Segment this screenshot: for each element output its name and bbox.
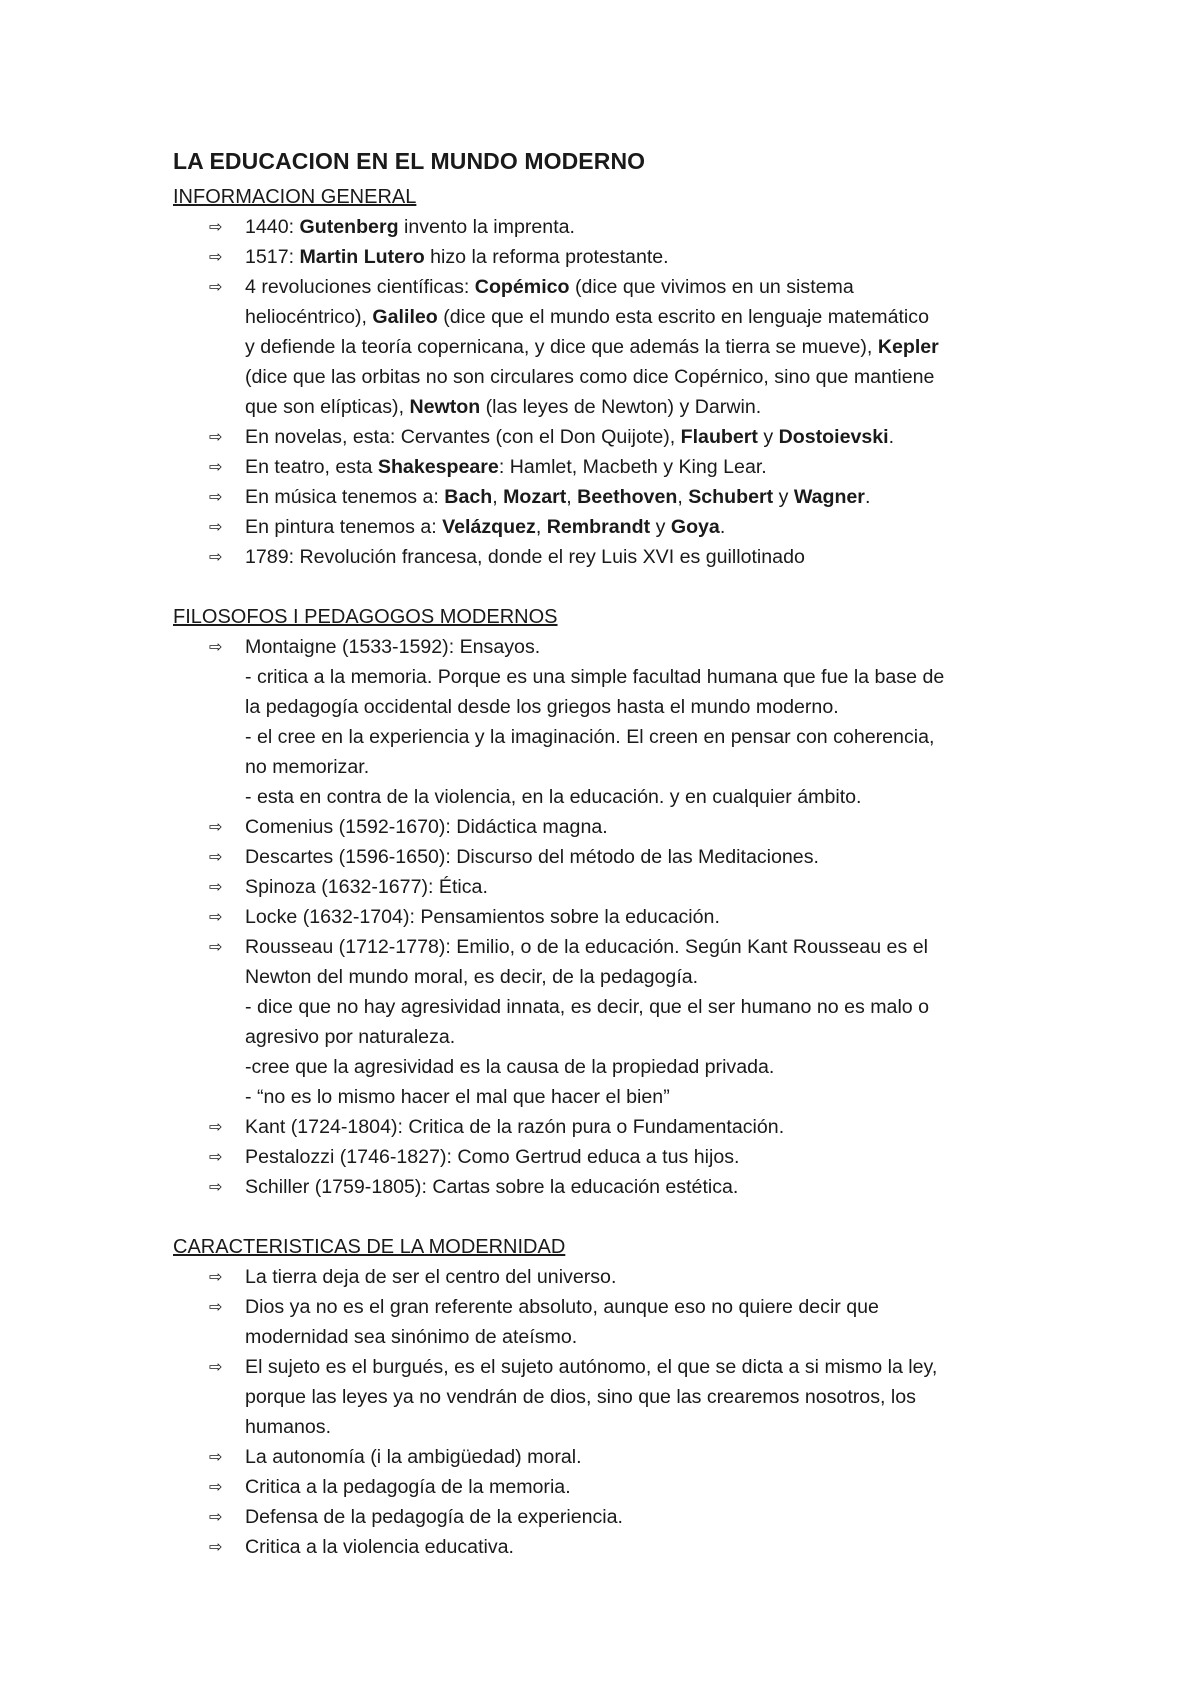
text-segment: Schiller (1759-1805): Cartas sobre la educación estética. — [245, 1176, 739, 1198]
text-line — [245, 242, 1053, 272]
text-line — [245, 1322, 1053, 1352]
text-segment: y — [650, 516, 671, 538]
bold-name: Flaubert — [680, 426, 758, 448]
bold-name: Velázquez — [442, 516, 536, 538]
text-line — [245, 692, 1053, 722]
sections-container — [173, 182, 1053, 1562]
text-segment: Montaigne (1533-1592): Ensayos. — [245, 636, 541, 658]
text-segment: La tierra deja de ser el centro del universo. — [245, 1266, 617, 1288]
text-line — [245, 1292, 1053, 1322]
text-line — [245, 872, 1053, 902]
text-line — [245, 1022, 1053, 1052]
list-item — [173, 1142, 1053, 1172]
text-line — [245, 1532, 1053, 1562]
text-segment: La autonomía (i la ambigüedad) moral. — [245, 1446, 582, 1468]
bold-name: Martin Lutero — [299, 246, 425, 268]
text-segment: 1517: — [245, 246, 300, 268]
arrow-right-icon: ⇨ — [209, 847, 223, 866]
text-segment: . — [888, 426, 895, 448]
text-segment: - dice que no hay agresividad innata, es decir, que el ser humano no es malo o — [245, 996, 930, 1018]
arrow-right-icon: ⇨ — [209, 1477, 223, 1496]
text-segment: Kant (1724-1804): Critica de la razón pura o Fundamentación. — [245, 1116, 785, 1138]
text-segment: y — [757, 426, 779, 448]
text-segment: - critica a la memoria. Porque es una simple facultad humana que fue la base de — [245, 666, 945, 688]
text-line — [245, 1172, 1053, 1202]
section-3 — [173, 1232, 1053, 1562]
arrow-right-icon: ⇨ — [209, 937, 223, 956]
list-item — [173, 272, 1053, 422]
section-1 — [173, 182, 1053, 572]
text-line — [245, 992, 1053, 1022]
text-line — [245, 1502, 1053, 1532]
list-item — [173, 932, 1053, 1112]
arrow-right-icon: ⇨ — [209, 427, 223, 446]
arrow-right-icon: ⇨ — [209, 1537, 223, 1556]
list-item — [173, 1502, 1053, 1532]
bold-name: Shakespeare — [377, 456, 499, 478]
arrow-right-icon: ⇨ — [209, 457, 223, 476]
arrow-right-icon: ⇨ — [209, 1147, 223, 1166]
text-line — [245, 662, 1053, 692]
arrow-right-icon: ⇨ — [209, 247, 223, 266]
list-item — [173, 842, 1053, 872]
list-item — [173, 512, 1053, 542]
text-segment: -cree que la agresividad es la causa de la propiedad privada. — [245, 1056, 775, 1078]
list-item — [173, 632, 1053, 812]
list-item — [173, 1172, 1053, 1202]
text-segment: . — [864, 486, 871, 508]
bullet-list — [173, 212, 1053, 572]
text-line — [245, 632, 1053, 662]
arrow-right-icon: ⇨ — [209, 817, 223, 836]
text-segment: (dice que las orbitas no son circulares como dice Copérnico, sino que mantiene — [245, 366, 935, 388]
text-segment: - esta en contra de la violencia, en la educación. y en cualquier ámbito. — [245, 786, 862, 808]
bold-name: Gutenberg — [299, 216, 399, 238]
text-segment: , — [677, 486, 689, 508]
list-item — [173, 212, 1053, 242]
text-segment: agresivo por naturaleza. — [245, 1026, 456, 1048]
text-segment: Defensa de la pedagogía de la experiencia. — [245, 1506, 624, 1528]
text-line — [245, 1082, 1053, 1112]
bold-name: Newton — [409, 396, 481, 418]
text-segment: porque las leyes ya no vendrán de dios, sino que las crearemos nosotros, los — [245, 1386, 916, 1408]
text-segment: : Hamlet, Macbeth y King Lear. — [498, 456, 767, 478]
bold-name: Goya — [670, 516, 720, 538]
document-content — [173, 146, 1053, 1562]
bold-name: Rembrandt — [546, 516, 651, 538]
text-segment: (dice que vivimos en un sistema — [569, 276, 854, 298]
text-segment: En novelas, esta: Cervantes (con el Don Quijote), — [245, 426, 681, 448]
text-segment: . — [719, 516, 726, 538]
text-segment: y — [773, 486, 794, 508]
text-segment: 1789: Revolución francesa, donde el rey Luis XVI es guillotinado — [245, 546, 805, 568]
bold-name: Copémico — [474, 276, 570, 298]
text-segment: Critica a la pedagogía de la memoria. — [245, 1476, 571, 1498]
list-item — [173, 242, 1053, 272]
text-segment: 1440: — [245, 216, 300, 238]
text-segment: Comenius (1592-1670): Didáctica magna. — [245, 816, 608, 838]
text-line — [245, 392, 1053, 422]
arrow-right-icon: ⇨ — [209, 1447, 223, 1466]
arrow-right-icon: ⇨ — [209, 1357, 223, 1376]
text-line — [245, 332, 1053, 362]
section-heading: INFORMACION GENERAL — [173, 186, 417, 208]
text-line — [245, 1382, 1053, 1412]
text-segment: (las leyes de Newton) y Darwin. — [480, 396, 762, 418]
text-segment: Pestalozzi (1746-1827): Como Gertrud educa a tus hijos. — [245, 1146, 740, 1168]
list-item — [173, 452, 1053, 482]
text-line — [245, 842, 1053, 872]
text-segment: no memorizar. — [245, 756, 370, 778]
text-segment: Critica a la violencia educativa. — [245, 1536, 515, 1558]
text-segment: - el cree en la experiencia y la imaginación. El creen en pensar con coherencia, — [245, 726, 935, 748]
arrow-right-icon: ⇨ — [209, 277, 223, 296]
text-line — [245, 1112, 1053, 1142]
bold-name: Bach — [444, 486, 493, 508]
arrow-right-icon: ⇨ — [209, 547, 223, 566]
text-line — [245, 1352, 1053, 1382]
text-line — [245, 1442, 1053, 1472]
bold-name: Beethoven — [577, 486, 678, 508]
text-line — [245, 962, 1053, 992]
list-item — [173, 902, 1053, 932]
bold-name: Dostoievski — [778, 426, 889, 448]
arrow-right-icon: ⇨ — [209, 1117, 223, 1136]
text-segment: Rousseau (1712-1778): Emilio, o de la educación. Según Kant Rousseau es el — [245, 936, 928, 958]
bullet-list — [173, 632, 1053, 1202]
text-segment: que son elípticas), — [245, 396, 410, 418]
bullet-list — [173, 1262, 1053, 1562]
bold-name: Wagner — [793, 486, 865, 508]
text-line — [245, 812, 1053, 842]
arrow-right-icon: ⇨ — [209, 1177, 223, 1196]
text-segment: En teatro, esta — [245, 456, 378, 478]
arrow-right-icon: ⇨ — [209, 1507, 223, 1526]
text-line — [245, 1052, 1053, 1082]
text-line — [245, 902, 1053, 932]
bold-name: Schubert — [688, 486, 774, 508]
bold-name: Mozart — [503, 486, 567, 508]
list-item — [173, 1292, 1053, 1352]
list-item — [173, 872, 1053, 902]
section-heading: FILOSOFOS I PEDAGOGOS MODERNOS — [173, 606, 558, 628]
text-segment: humanos. — [245, 1416, 332, 1438]
text-line — [245, 512, 1053, 542]
text-segment: Descartes (1596-1650): Discurso del método de las Meditaciones. — [245, 846, 819, 868]
text-line — [245, 302, 1053, 332]
text-line — [245, 1412, 1053, 1442]
text-segment: , — [492, 486, 504, 508]
list-item — [173, 1352, 1053, 1442]
text-segment: 4 revoluciones científicas: — [245, 276, 475, 298]
text-line — [245, 362, 1053, 392]
list-item — [173, 542, 1053, 572]
list-item — [173, 422, 1053, 452]
text-line — [245, 722, 1053, 752]
arrow-right-icon: ⇨ — [209, 487, 223, 506]
list-item — [173, 812, 1053, 842]
text-line — [245, 782, 1053, 812]
arrow-right-icon: ⇨ — [209, 517, 223, 536]
text-segment: hizo la reforma protestante. — [424, 246, 669, 268]
text-line — [245, 1142, 1053, 1172]
text-line — [245, 422, 1053, 452]
text-segment: Locke (1632-1704): Pensamientos sobre la educación. — [245, 906, 720, 928]
section-heading: CARACTERISTICAS DE LA MODERNIDAD — [173, 1236, 566, 1258]
text-segment: (dice que el mundo esta escrito en lenguaje matemático — [437, 306, 929, 328]
list-item — [173, 1472, 1053, 1502]
text-line — [245, 932, 1053, 962]
text-segment: modernidad sea sinónimo de ateísmo. — [245, 1326, 578, 1348]
section-2 — [173, 602, 1053, 1202]
text-segment: y defiende la teoría copernicana, y dice que además la tierra se mueve), — [245, 336, 878, 358]
arrow-right-icon: ⇨ — [209, 907, 223, 926]
list-item — [173, 482, 1053, 512]
text-segment: invento la imprenta. — [398, 216, 575, 238]
text-line — [245, 212, 1053, 242]
text-segment: Spinoza (1632-1677): Ética. — [245, 876, 488, 898]
arrow-right-icon: ⇨ — [209, 637, 223, 656]
list-item — [173, 1442, 1053, 1472]
text-segment: , — [566, 486, 578, 508]
text-line — [245, 752, 1053, 782]
text-segment: la pedagogía occidental desde los griegos hasta el mundo moderno. — [245, 696, 839, 718]
list-item — [173, 1262, 1053, 1292]
arrow-right-icon: ⇨ — [209, 877, 223, 896]
text-segment: heliocéntrico), — [245, 306, 373, 328]
text-line — [245, 482, 1053, 512]
bold-name: Galileo — [372, 306, 438, 328]
arrow-right-icon: ⇨ — [209, 1297, 223, 1316]
document-title: LA EDUCACION EN EL MUNDO MODERNO — [173, 148, 646, 174]
bold-name: Kepler — [877, 336, 939, 358]
text-segment: El sujeto es el burgués, es el sujeto autónomo, el que se dicta a si mismo la ley, — [245, 1356, 938, 1378]
text-segment: Dios ya no es el gran referente absoluto, aunque eso no quiere decir que — [245, 1296, 879, 1318]
list-item — [173, 1532, 1053, 1562]
text-segment: Newton del mundo moral, es decir, de la pedagogía. — [245, 966, 699, 988]
text-line — [245, 1472, 1053, 1502]
text-segment: En música tenemos a: — [245, 486, 445, 508]
text-segment: En pintura tenemos a: — [245, 516, 443, 538]
text-segment: , — [535, 516, 547, 538]
text-line — [245, 272, 1053, 302]
text-line — [245, 542, 1053, 572]
arrow-right-icon: ⇨ — [209, 1267, 223, 1286]
list-item — [173, 1112, 1053, 1142]
arrow-right-icon: ⇨ — [209, 217, 223, 236]
text-line — [245, 452, 1053, 482]
text-segment: - “no es lo mismo hacer el mal que hacer el bien” — [245, 1086, 670, 1108]
text-line — [245, 1262, 1053, 1292]
